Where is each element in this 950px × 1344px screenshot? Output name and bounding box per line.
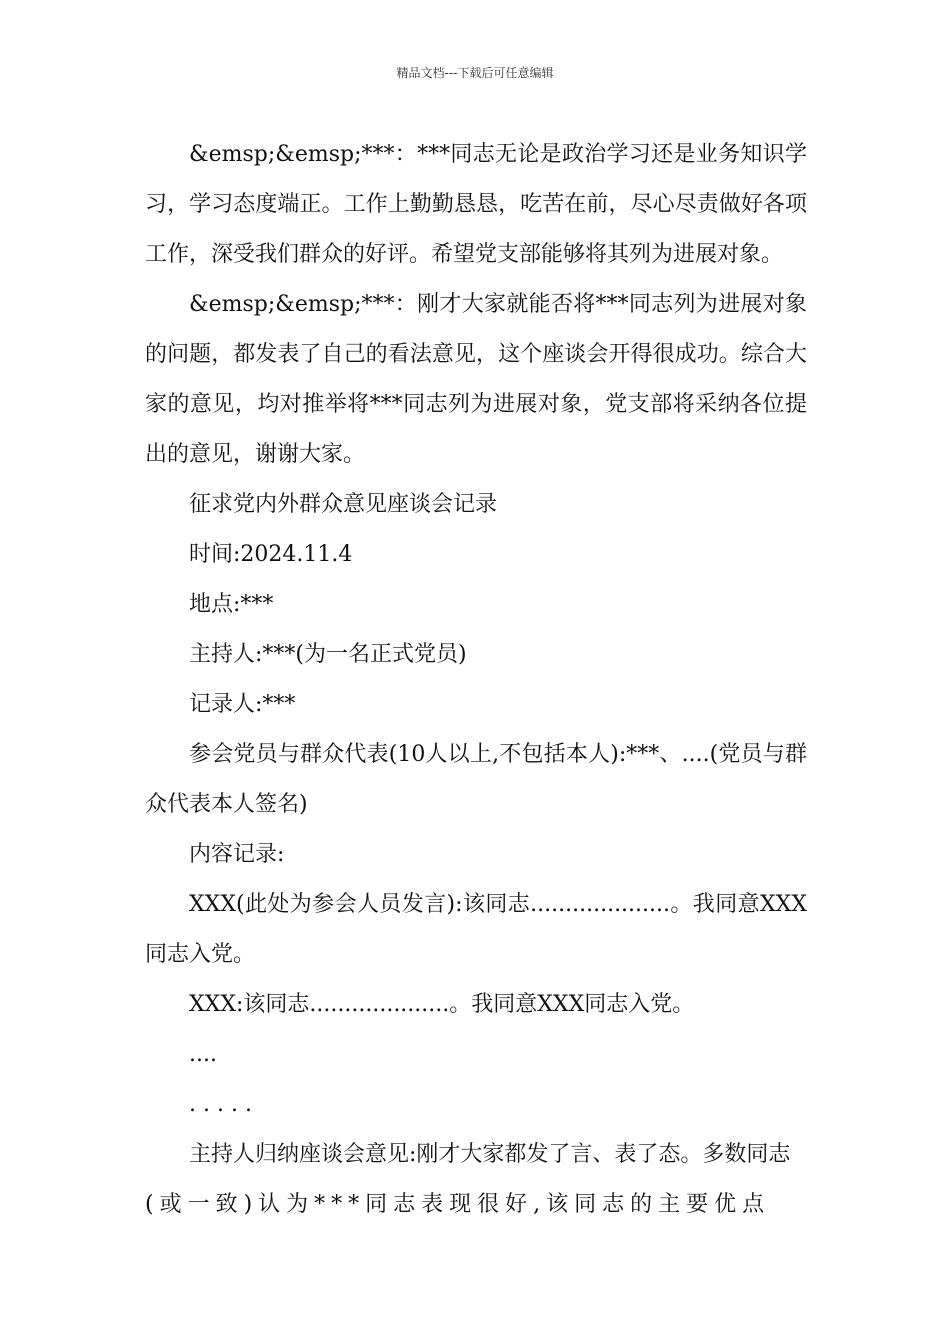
paragraph-comment-2: &emsp;&emsp;***：刚才大家就能否将***同志列为进展对象的问题，都发表了自己的看法意见，这个座谈会开得很成功。综合大家的意见，均对推举将***同志列为进展对象，党支部将采纳各位提出的意见，谢谢大家。 — [145, 292, 807, 467]
page-header: 精品文档---下载后可任意编辑 — [396, 66, 554, 80]
meeting-host: 主持人:***(为一名正式党员) — [189, 642, 467, 667]
paragraph-comment-1: &emsp;&emsp;***：***同志无论是政治学习还是业务知识学习，学习态度端正。工作上勤勤恳恳，吃苦在前，尽心尽责做好各项工作，深受我们群众的好评。希望党支部能够将其列为进展对象。 — [145, 142, 807, 267]
meeting-location: 地点:*** — [189, 592, 274, 617]
host-summary-continued: (或一致)认为***同志表现很好,该同志的主要优点 — [145, 1192, 771, 1217]
ellipsis-line-2: . . . . . — [189, 1092, 252, 1117]
host-summary: 主持人归纳座谈会意见:刚才大家都发了言、表了态。多数同志 — [189, 1142, 791, 1167]
speaker-statement-2: XXX:该同志....................。我同意XXX同志入党。 — [189, 992, 695, 1017]
content-record-label: 内容记录: — [189, 842, 285, 867]
speaker-statement-1: XXX(此处为参会人员发言):该同志....................。我同意XXX同志入党。 — [145, 892, 807, 967]
meeting-time: 时间:2024.11.4 — [189, 542, 353, 567]
section-title: 征求党内外群众意见座谈会记录 — [189, 492, 498, 517]
meeting-recorder: 记录人:*** — [189, 692, 296, 717]
meeting-attendees: 参会党员与群众代表(10人以上,不包括本人):***、....(党员与群众代表本人签名) — [145, 742, 807, 817]
document-body — [145, 130, 807, 1230]
ellipsis-line-1: .... — [189, 1042, 217, 1067]
